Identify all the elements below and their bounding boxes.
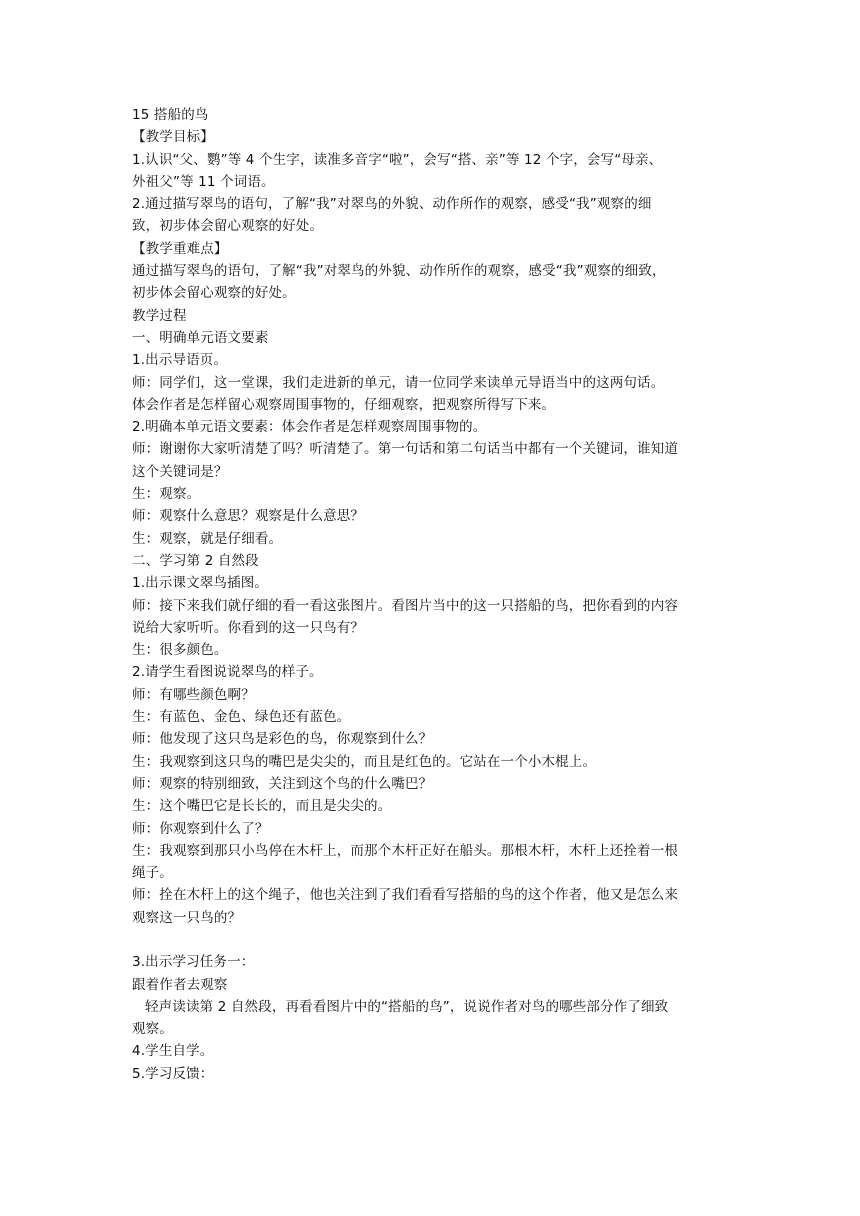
- dialogue-line-continued: 绳子。: [132, 865, 173, 882]
- dialogue-line: 师：有哪些颜色啊？: [132, 686, 255, 703]
- dialogue-line: 师：拴在木杆上的这个绳子，他也关注到了我们看看写搭船的鸟的这个作者，他又是怎么来: [132, 887, 678, 904]
- dialogue-line: 师：谢谢你大家听清楚了吗？听清楚了。第一句话和第二句话当中都有一个关键词，谁知道: [132, 441, 678, 458]
- dialogue-line: 生：很多颜色。: [132, 642, 228, 659]
- step-2-3: 3.出示学习任务一：: [132, 954, 255, 971]
- dialogue-line-continued: 这个关键词是？: [132, 463, 228, 480]
- section-heading-process: 教学过程: [132, 307, 187, 324]
- dialogue-line-continued: 观察这一只鸟的？: [132, 909, 242, 926]
- part-2-heading: 二、学习第 2 自然段: [132, 552, 259, 569]
- dialogue-line: 生：观察，就是仔细看。: [132, 530, 283, 547]
- key-points-line-1: 通过描写翠鸟的语句，了解“我”对翠鸟的外貌、动作所作的观察，感受“我”观察的细致，: [132, 263, 666, 280]
- lesson-title: 15 搭船的鸟: [132, 107, 209, 123]
- task-instruction-line-1: 轻声读读第 2 自然段，再看看图片中的“搭船的鸟”，说说作者对鸟的哪些部分作了细致: [145, 998, 669, 1015]
- objective-2-line-1: 2.通过描写翠鸟的语句，了解“我”对翠鸟的外貌、动作所作的观察，感受“我”观察的细: [132, 196, 652, 213]
- dialogue-line: 师：观察的特别细致，关注到这个鸟的什么嘴巴？: [132, 775, 433, 792]
- dialogue-line: 生：有蓝色、金色、绿色还有蓝色。: [132, 709, 351, 726]
- part-1-heading: 一、明确单元语文要素: [132, 329, 269, 346]
- task-instruction-line-2: 观察。: [132, 1021, 173, 1038]
- dialogue-line: 师：同学们，这一堂课，我们走进新的单元，请一位同学来读单元导语当中的这两句话。: [132, 374, 665, 391]
- document-body: [132, 104, 732, 1085]
- step-2-4: 4.学生自学。: [132, 1043, 214, 1060]
- dialogue-line: 生：我观察到那只小鸟停在木杆上，而那个木杆正好在船头。那根木杆，木杆上还拴着一根: [132, 842, 678, 859]
- step-2-1: 1.出示课文翠鸟插图。: [132, 575, 269, 592]
- key-points-line-2: 初步体会留心观察的好处。: [132, 285, 296, 302]
- dialogue-line: 师：你观察到什么了？: [132, 820, 269, 837]
- objective-1-line-1: 1.认识“父、鹦”等 4 个生字，读准多音字“啦”，会写“搭、亲”等 12 个字，会写“母亲、: [132, 151, 663, 168]
- dialogue-line: 生：我观察到这只鸟的嘴巴是尖尖的，而且是红色的。它站在一个小木棍上。: [132, 753, 597, 770]
- dialogue-line: 生：观察。: [132, 486, 201, 503]
- body-line: 体会作者是怎样留心观察周围事物的，仔细观察，把观察所得写下来。: [132, 396, 556, 413]
- objective-2-line-2: 致，初步体会留心观察的好处。: [132, 218, 324, 235]
- task-title: 跟着作者去观察: [132, 976, 228, 993]
- dialogue-line: 师：接下来我们就仔细的看一看这张图片。看图片当中的这一只搭船的鸟，把你看到的内容: [132, 597, 678, 614]
- step-1-2: 2.明确本单元语文要素：体会作者是怎样观察周围事物的。: [132, 419, 487, 436]
- dialogue-line: 师：观察什么意思？观察是什么意思？: [132, 508, 365, 525]
- dialogue-line: 生：这个嘴巴它是长长的，而且是尖尖的。: [132, 798, 392, 815]
- step-2-5: 5.学习反馈：: [132, 1065, 214, 1082]
- section-heading-key-points: 【教学重难点】: [132, 240, 228, 257]
- blank-line: [132, 929, 732, 951]
- section-heading-objectives: 【教学目标】: [132, 129, 214, 146]
- step-1-1: 1.出示导语页。: [132, 352, 228, 369]
- dialogue-line-continued: 说给大家听听。你看到的这一只鸟有？: [132, 619, 365, 636]
- step-2-2: 2.请学生看图说说翠鸟的样子。: [132, 664, 323, 681]
- dialogue-line: 师：他发现了这只鸟是彩色的鸟，你观察到什么？: [132, 731, 433, 748]
- objective-1-line-2: 外祖父”等 11 个词语。: [132, 173, 275, 190]
